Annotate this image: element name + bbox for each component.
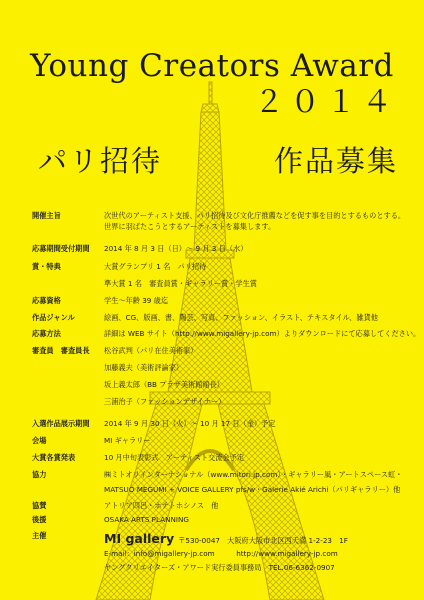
row-label: 主催 <box>32 531 47 540</box>
row-period <box>0 243 424 255</box>
row-prize-2 <box>0 278 424 290</box>
row-venue <box>0 435 424 447</box>
gallery-name: MI gallery <box>104 531 175 546</box>
row-label: 応募期間受付期間 <box>32 244 90 253</box>
row-value: 大賞グランプリ 1 名 パリ招待 <box>104 262 207 271</box>
row-value: MI ギャラリー <box>104 436 151 445</box>
row-value: 2014 年 9 月 30 日（火）～ 10 月 17 日（金）予定 <box>104 419 276 428</box>
heading-paris-invitation: パリ招待 <box>38 144 163 178</box>
row-sponsor <box>0 500 424 512</box>
row-value: ヤングクリエイターズ・アワード実行委員事務局 TEL.06-6362-0907 <box>104 563 335 572</box>
row-label: 賞・特典 <box>32 262 61 271</box>
row-label: 入選作品展示期間 <box>32 419 90 428</box>
row-prize-1 <box>0 261 424 273</box>
row-value: 坂上義太郎（BB プラザ美術館館長） <box>104 380 224 389</box>
row-value: 詳細は WEB サイト（http://www.migallery-jp.com）よりダウンロードにて応募してください。 <box>104 329 421 338</box>
row-label: 会場 <box>32 436 47 445</box>
row-judge-2 <box>0 362 424 374</box>
row-value: 準大賞 1 名 審査員賞・ギャラリー賞・学生賞 <box>104 279 257 288</box>
row-value: 学生～年齢 39 歳迄 <box>104 296 169 305</box>
row-coop-2 <box>0 484 424 496</box>
row-label: 応募資格 <box>32 296 61 305</box>
gallery-address: 〒530-0047 大阪府大阪市北区西天満 1-2-23 1F <box>178 536 348 545</box>
row-value: アトリア四呂・ホテトホシノス 他 <box>104 501 219 510</box>
row-value: OSAKA ARTS PLANNING <box>104 515 189 524</box>
award-year: ２０１４ <box>254 85 398 120</box>
row-value: E-mail：info@migallery-jp.com http://www.migallery-jp.com <box>104 549 338 558</box>
row-exhibition <box>0 418 424 430</box>
row-method <box>0 328 424 340</box>
row-label: 協力 <box>32 470 47 479</box>
row-label: 応募方法 <box>32 329 61 338</box>
row-label: 作品ジャンル <box>32 313 75 322</box>
row-value: 三浦治子（ファッションデザイナー） <box>104 397 226 406</box>
row-label: 審査員 審査員長 <box>32 346 90 355</box>
row-label: 協賛 <box>32 501 47 510</box>
row-contact <box>0 548 424 560</box>
row-judge-3 <box>0 379 424 391</box>
row-value: 絵画、CG、版画、書、陶芸、写真、ファッション、イラスト、テキスタイル、雑貨他 <box>104 313 378 322</box>
award-title: Young Creators Award <box>30 48 394 84</box>
row-label: 大賞各賞発表 <box>32 453 76 462</box>
row-coop-1 <box>0 469 424 481</box>
row-value: 松谷武判（パリ在住美術家） <box>104 346 198 355</box>
row-label: 後援 <box>32 515 47 524</box>
organizer-gallery <box>104 528 348 547</box>
row-eligibility <box>0 295 424 307</box>
heading-call-for-entries: 作品募集 <box>273 144 398 178</box>
row-genre <box>0 312 424 324</box>
row-value: 10 月中旬表彰式 アーティスト交流会予定 <box>104 453 245 462</box>
row-announce <box>0 452 424 464</box>
row-value: MATSUO MEGUMI + VOICE GALLERY pfs/w・Galerie Akié Arichi（パリギャラリー）他 <box>104 485 401 494</box>
row-judge-1 <box>0 345 424 357</box>
row-judge-4 <box>0 396 424 408</box>
row-value: ㈱ミトオリインターナショナル（www.mitori.jp.com）・ギャラリー風・アートスペース虹・ <box>104 470 403 479</box>
row-purpose-2 <box>0 221 424 233</box>
row-value: 次世代のアーティスト支援、パリ招待及び文化庁推薦などを促す事を目的とするものとする。 <box>104 211 406 220</box>
row-label: 開催主旨 <box>32 211 61 220</box>
row-support <box>0 514 424 526</box>
row-value: 加藤義夫（美術評論家） <box>104 363 184 372</box>
row-value: 世界に羽ばたこうとするアーティストを募集します。 <box>104 222 276 231</box>
row-office <box>0 562 424 574</box>
row-value: 2014 年 8 月 3 日（日）～ 9 月 3 日（水） <box>104 244 248 253</box>
